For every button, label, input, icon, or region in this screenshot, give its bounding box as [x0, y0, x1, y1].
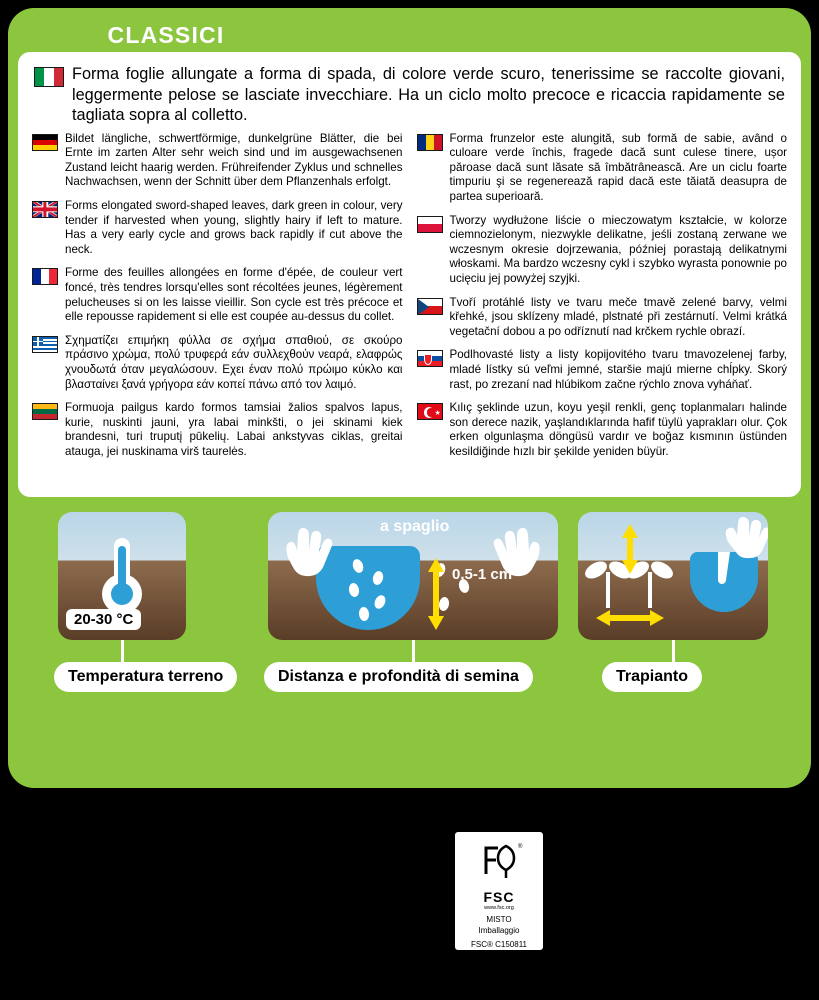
lang-block-fr [32, 266, 403, 324]
caption-stem [121, 640, 124, 662]
flag-czech [417, 298, 443, 315]
flag-greece [32, 336, 58, 353]
flag-uk [32, 201, 58, 218]
lang-block-de [32, 132, 403, 190]
transplant-illustration [578, 512, 768, 640]
flag-italy [34, 67, 64, 87]
language-columns [30, 132, 789, 469]
icon-block-sowing [268, 512, 558, 685]
lang-text-tr: Kılıç şeklinde uzun, koyu yeşil renkli, genç toplanmaları halinde son derece nazik, yaşlandıklarında hafif tüylü yaprakları olur. Çok erken olgunlaşma döngüsü vardır ve boğaz kısmının üstünden kesildiğinde hızlı bir şekilde yeniden büyür. [449, 401, 787, 458]
fsc-url: www.fsc.org [484, 905, 514, 911]
soil-temperature-illustration [58, 512, 186, 640]
lang-text-en: Forms elongated sword-shaped leaves, dark green in colour, very tender if harvested when young, slightly hairy if left to mature. Has a very early cycle and grows back rapidly if cut above the neck. [65, 198, 403, 256]
section-title-tab [68, 16, 264, 54]
caption-soil-temperature: Temperatura terreno [54, 662, 237, 692]
caption-sowing: Distanza e profondità di semina [264, 662, 533, 692]
lang-block-pl [417, 214, 788, 287]
flag-lithuania [32, 403, 58, 420]
description-card [18, 52, 801, 497]
lang-block-tr [417, 401, 788, 459]
caption-transplant: Trapianto [602, 662, 702, 692]
caption-stem [412, 640, 415, 662]
sowing-depth-value: 0,5-1 cm [452, 566, 513, 583]
lang-block-lt [32, 401, 403, 459]
sowing-illustration [268, 512, 558, 640]
lang-text-lt: Formuoja pailgus kardo formos tamsiai žalios spalvos lapus, kurie, nuskinti jauni, yra labai minkšti, o jei skinami kiek brandesni, turi truputį pūkelių. Labai ankstyvas ciklas, greitai atauga, jei nuskinama virš taurelės. [65, 401, 403, 458]
growing-info-icons [18, 512, 801, 772]
flag-slovakia [417, 350, 443, 367]
soil-temperature-value: 20-30 °C [66, 609, 141, 630]
flag-poland [417, 216, 443, 233]
lang-text-pl: Tworzy wydłużone liście o mieczowatym kształcie, w kolorze ciemnozielonym, niezwykle delikatne, jeśli zostaną zerwane we wczesnym okresie dojrzewania, później porastają delikatnymi włoskami. Ma bardzo wczesny cykl i szybko wyrasta ponownie po ucięciu jej powyżej szyjki. [449, 213, 787, 285]
fsc-tree-icon [472, 838, 526, 884]
icon-block-soil-temperature [58, 512, 224, 685]
fsc-logo-text: FSC [483, 889, 515, 905]
lang-block-el [32, 334, 403, 392]
flag-germany [32, 134, 58, 151]
lang-text-de: Bildet längliche, schwertförmige, dunkelgrüne Blätter, die bei Ernte im zarten Alter sehr weich sind und im ausgewachsenen Zustand leicht haarig werden. Frühreifender Zyklus und schnelles Nachwachsen, wenn der Schnitt über dem Pflanzenhals erfolgt. [65, 131, 403, 189]
lang-text-fr: Forme des feuilles allongées en forme d'épée, de couleur vert foncé, très tendres lorsqu'elles sont récoltées jeunes, légèrement pelucheuses si on les laisse vieillir. Son cycle est très précoce et elle repousse rapidement si elle est coupée au-dessus du collet. [65, 266, 403, 324]
footer [0, 788, 819, 1000]
fsc-use: Imballaggio [478, 925, 520, 935]
lang-block-en [32, 199, 403, 257]
lang-block-sk [417, 348, 788, 392]
description-intro-it [30, 62, 789, 132]
lang-block-cs [417, 296, 788, 340]
flag-turkey: ★ [417, 403, 443, 420]
fsc-code: FSC® C150811 [471, 939, 527, 949]
flag-france [32, 268, 58, 285]
intro-text: Forma foglie allungate a forma di spada, di colore verde scuro, tenerissime se raccolte giovani, leggermente pelose se lasciate invecchiare. Ha un ciclo molto precoce e ricaccia rapidamente se tagliata sopra al colletto. [72, 65, 785, 125]
icon-block-transplant [578, 512, 768, 685]
page-title: CLASSICI [107, 21, 225, 48]
transplant-icon [578, 512, 768, 640]
sowing-method-label: a spaglio [380, 518, 450, 535]
lang-text-el: Σχηματίζει επιμήκη φύλλα σε σχήμα σπαθιού, σε σκούρο πράσινο χρώμα, πολύ τρυφερά εάν συλλεχθούν νεαρά, ελαφρώς χνουδωτά όταν μεγαλώσουν. Εχει έναν πολύ πρώιμο κύκλο και βλασταίνει ξανά γρήγορα εάν κοπεί πάνω από τον λαιμό. [65, 333, 403, 391]
language-column-left [32, 132, 403, 469]
svg-text:®: ® [518, 844, 523, 850]
lang-text-ro: Forma frunzelor este alungită, sub formă de sabie, având o culoare verde închis, fragede dacă sunt culese tinere, ușor păroase dacă sunt lăsate să îmbătrânească. Are un ciclu foarte timpuriu şi se regenerează rapid dacă este tăiată deasupra de partea superioară. [449, 131, 787, 203]
fsc-certification-mark [455, 832, 543, 950]
fsc-type: MISTO [486, 915, 512, 924]
language-column-right [417, 132, 788, 469]
lang-text-cs: Tvoří protáhlé listy ve tvaru meče tmavě zelené barvy, velmi křehké, jsou sklízeny mladé, plstnaté při zestárnutí. Velmi krátká vegetační dobou a po odříznutí nad krčkem rychle obrazí. [449, 295, 787, 338]
lang-text-sk: Podlhovasté listy a listy kopijovitého tvaru tmavozelenej farby, mladé lístky sú veľmi jemné, staršie majú mierne chĺpky. Skorý rast, po zrezaní nad hlúbikom začne rýchlo znova vyháňať. [449, 348, 787, 391]
lang-block-ro [417, 132, 788, 205]
caption-stem [672, 640, 675, 662]
flag-romania [417, 134, 443, 151]
